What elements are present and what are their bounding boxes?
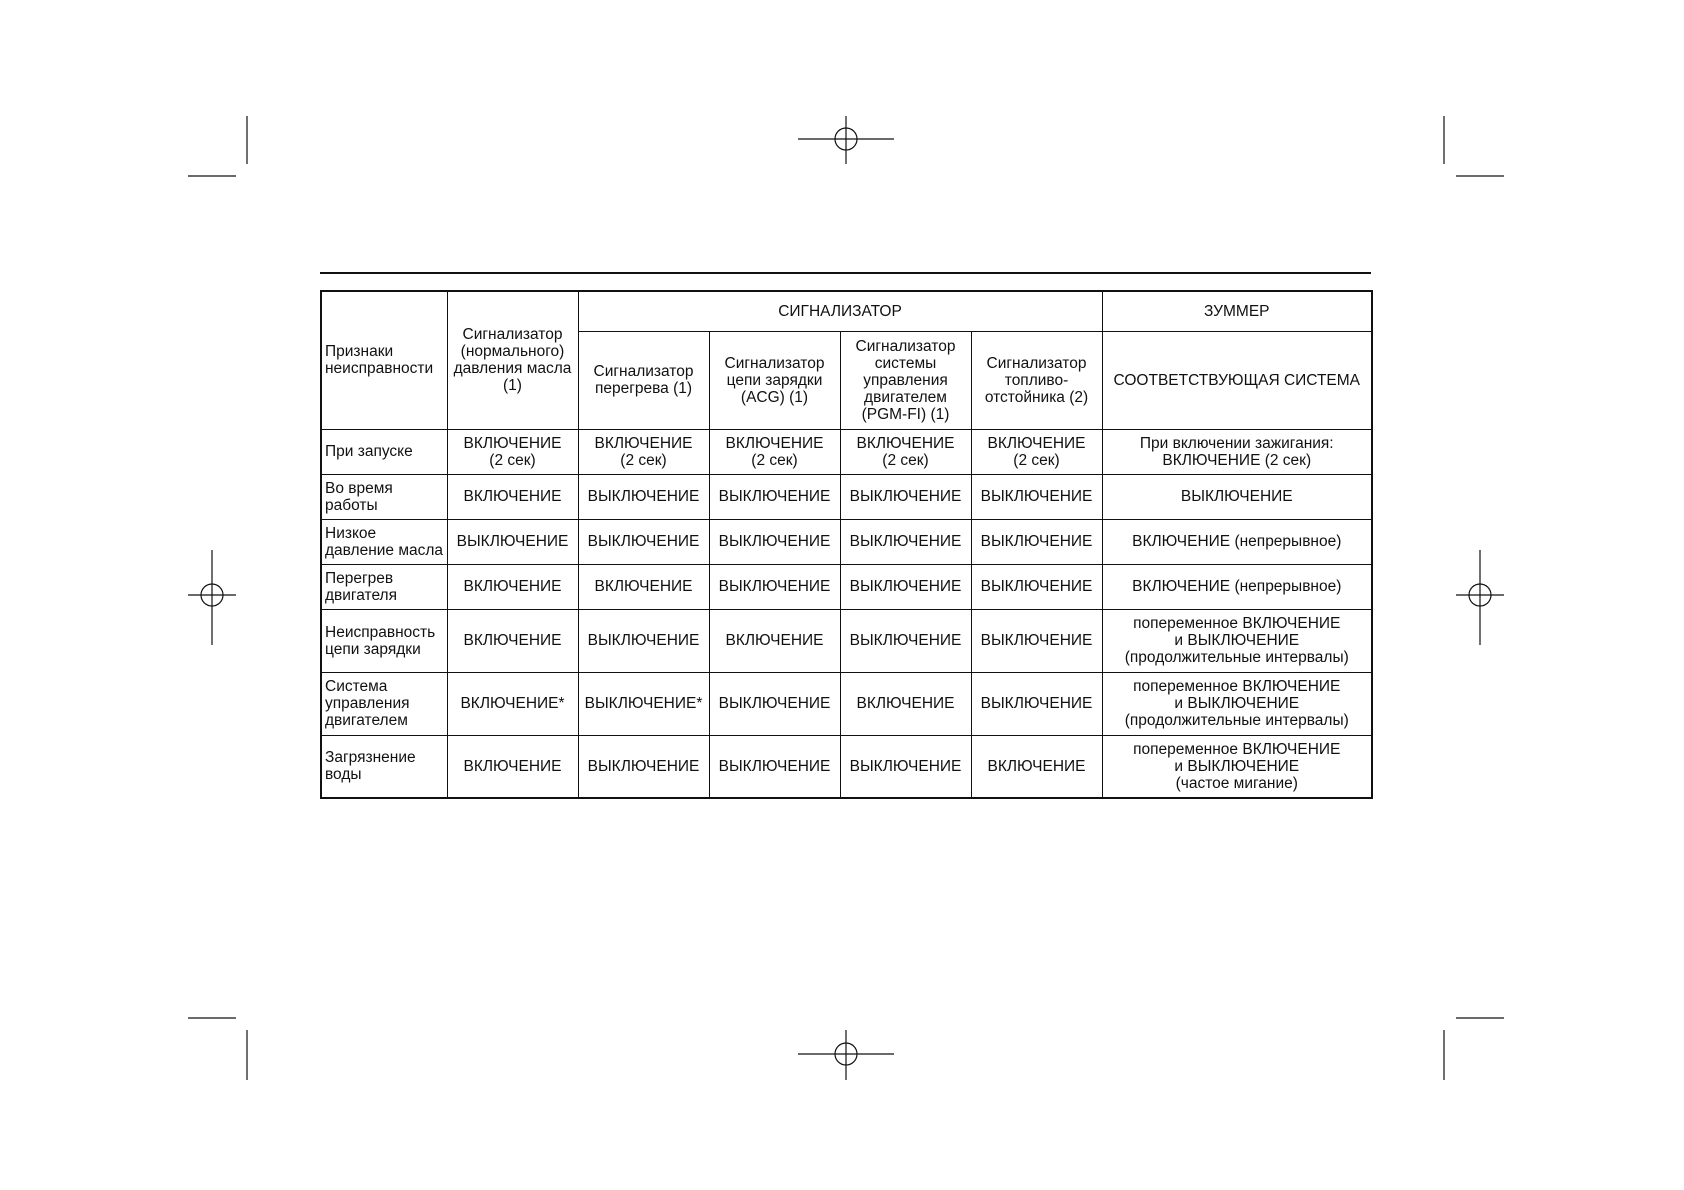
charging-header: Сигнализатор цепи зарядки (ACG) (1) bbox=[709, 331, 840, 429]
table-cell: ВЫКЛЮЧЕНИЕ bbox=[840, 609, 971, 672]
row-label: Низкое давление масла bbox=[321, 519, 447, 564]
table-cell: ВКЛЮЧЕНИЕ bbox=[447, 474, 578, 519]
crop-mark-top-left bbox=[188, 116, 247, 176]
table-cell: ВКЛЮЧЕНИЕ (2 сек) bbox=[578, 429, 709, 474]
table-cell: ВЫКЛЮЧЕНИЕ bbox=[578, 474, 709, 519]
table-cell: попеременное ВКЛЮЧЕНИЕ и ВЫКЛЮЧЕНИЕ (продолжительные интервалы) bbox=[1102, 609, 1372, 672]
fuel-filter-header: Сигнализатор топливо- отстойника (2) bbox=[971, 331, 1102, 429]
table-cell: ВЫКЛЮЧЕНИЕ bbox=[578, 735, 709, 798]
pgmfi-header: Сигнализатор системы управления двигателем (PGM-FI) (1) bbox=[840, 331, 971, 429]
table-cell: ВКЛЮЧЕНИЕ bbox=[447, 609, 578, 672]
row-label: Во время работы bbox=[321, 474, 447, 519]
table-cell: ВКЛЮЧЕНИЕ (2 сек) bbox=[447, 429, 578, 474]
oil-pressure-header: Сигнализатор (нормального) давления масла (1) bbox=[447, 291, 578, 429]
signal-group-header: СИГНАЛИЗАТОР bbox=[578, 291, 1102, 331]
table-cell: ВКЛЮЧЕНИЕ (2 сек) bbox=[709, 429, 840, 474]
table-cell: попеременное ВКЛЮЧЕНИЕ и ВЫКЛЮЧЕНИЕ (продолжительные интервалы) bbox=[1102, 672, 1372, 735]
table-cell: При включении зажигания: ВКЛЮЧЕНИЕ (2 сек) bbox=[1102, 429, 1372, 474]
registration-mark-bottom bbox=[798, 1030, 894, 1080]
table-cell: ВКЛЮЧЕНИЕ* bbox=[447, 672, 578, 735]
registration-mark-left bbox=[188, 550, 236, 645]
table-cell: попеременное ВКЛЮЧЕНИЕ и ВЫКЛЮЧЕНИЕ (частое мигание) bbox=[1102, 735, 1372, 798]
table-cell: ВЫКЛЮЧЕНИЕ bbox=[840, 564, 971, 609]
crop-mark-bottom-right bbox=[1444, 1018, 1504, 1080]
table-cell: ВЫКЛЮЧЕНИЕ bbox=[971, 609, 1102, 672]
table-cell: ВКЛЮЧЕНИЕ bbox=[578, 564, 709, 609]
row-label: При запуске bbox=[321, 429, 447, 474]
table-cell: ВЫКЛЮЧЕНИЕ bbox=[578, 519, 709, 564]
table-cell: ВЫКЛЮЧЕНИЕ bbox=[709, 519, 840, 564]
table-row bbox=[321, 609, 1372, 672]
table-cell: ВКЛЮЧЕНИЕ (2 сек) bbox=[971, 429, 1102, 474]
table-cell: ВКЛЮЧЕНИЕ bbox=[840, 672, 971, 735]
corner-header: Признаки неисправности bbox=[321, 291, 447, 429]
table-cell: ВКЛЮЧЕНИЕ bbox=[971, 735, 1102, 798]
crop-mark-bottom-left bbox=[188, 1018, 247, 1080]
table-row bbox=[321, 429, 1372, 474]
table-cell: ВЫКЛЮЧЕНИЕ bbox=[1102, 474, 1372, 519]
table-cell: ВЫКЛЮЧЕНИЕ bbox=[840, 474, 971, 519]
row-label: Перегрев двигателя bbox=[321, 564, 447, 609]
table-row bbox=[321, 519, 1372, 564]
table-row bbox=[321, 672, 1372, 735]
table-row bbox=[321, 564, 1372, 609]
table-cell: ВКЛЮЧЕНИЕ (непрерывное) bbox=[1102, 519, 1372, 564]
table-cell: ВЫКЛЮЧЕНИЕ* bbox=[578, 672, 709, 735]
buzzer-system-header: СООТВЕТСТВУЮЩАЯ СИСТЕМА bbox=[1102, 331, 1372, 429]
buzzer-group-header: ЗУММЕР bbox=[1102, 291, 1372, 331]
table-cell: ВЫКЛЮЧЕНИЕ bbox=[971, 474, 1102, 519]
table-row bbox=[321, 735, 1372, 798]
page-top-rule bbox=[320, 272, 1371, 274]
table-cell: ВЫКЛЮЧЕНИЕ bbox=[578, 609, 709, 672]
row-label: Загрязнение воды bbox=[321, 735, 447, 798]
table-cell: ВЫКЛЮЧЕНИЕ bbox=[709, 672, 840, 735]
table-cell: ВЫКЛЮЧЕНИЕ bbox=[840, 519, 971, 564]
table-cell: ВКЛЮЧЕНИЕ (2 сек) bbox=[840, 429, 971, 474]
registration-mark-top bbox=[798, 116, 894, 164]
row-label: Неисправность цепи зарядки bbox=[321, 609, 447, 672]
table-cell: ВЫКЛЮЧЕНИЕ bbox=[709, 474, 840, 519]
row-label: Система управления двигателем bbox=[321, 672, 447, 735]
table-cell: ВЫКЛЮЧЕНИЕ bbox=[709, 564, 840, 609]
table-cell: ВКЛЮЧЕНИЕ bbox=[447, 735, 578, 798]
registration-mark-right bbox=[1456, 550, 1504, 645]
table-row bbox=[321, 474, 1372, 519]
crop-mark-top-right bbox=[1444, 116, 1504, 176]
table-cell: ВКЛЮЧЕНИЕ (непрерывное) bbox=[1102, 564, 1372, 609]
table-cell: ВКЛЮЧЕНИЕ bbox=[447, 564, 578, 609]
table-cell: ВЫКЛЮЧЕНИЕ bbox=[971, 564, 1102, 609]
table-cell: ВЫКЛЮЧЕНИЕ bbox=[447, 519, 578, 564]
table-cell: ВЫКЛЮЧЕНИЕ bbox=[971, 672, 1102, 735]
table-cell: ВКЛЮЧЕНИЕ bbox=[709, 609, 840, 672]
indicator-table bbox=[320, 290, 1373, 799]
table-cell: ВЫКЛЮЧЕНИЕ bbox=[709, 735, 840, 798]
table-cell: ВЫКЛЮЧЕНИЕ bbox=[840, 735, 971, 798]
table-cell: ВЫКЛЮЧЕНИЕ bbox=[971, 519, 1102, 564]
overheat-header: Сигнализатор перегрева (1) bbox=[578, 331, 709, 429]
